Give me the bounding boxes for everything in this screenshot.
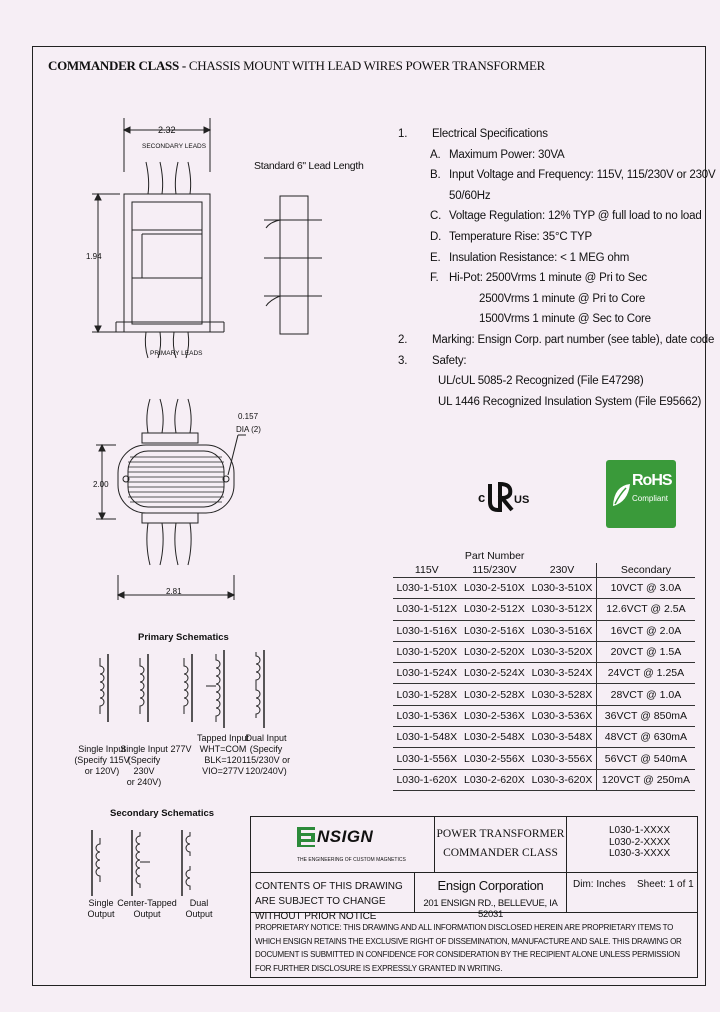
height-dimension-bottom: 2.00: [93, 480, 109, 489]
table-row: L030-1-510X L030-2-510X L030-3-510X 10VCT @ 3.0A: [393, 578, 695, 599]
primary-schematics-title: Primary Schematics: [138, 632, 229, 643]
schematic-277: 277V: [170, 744, 192, 754]
ul-recognized-logo: c US: [474, 480, 534, 516]
schematic-single-output: Single Output: [87, 898, 115, 919]
part-number-table: [393, 549, 695, 791]
table-header: 115V: [393, 563, 461, 578]
lead-length-label: Standard 6" Lead Length: [254, 160, 364, 172]
table-row: L030-1-516X L030-2-516X L030-3-516X 16VCT @ 2.0A: [393, 620, 695, 641]
primary-leads-label: PRIMARY LEADS: [150, 350, 203, 357]
schematic-dual: Dual Input (Specify 115/230V or 120/240V): [241, 733, 291, 776]
ensign-logo-sub: THE ENGINEERING OF CUSTOM MAGNETICS: [297, 857, 406, 863]
schematic-center-tapped-output: Center-Tapped Output: [117, 898, 177, 919]
page-title: COMMANDER CLASS - CHASSIS MOUNT WITH LEAD WIRES POWER TRANSFORMER: [48, 58, 546, 73]
front-view-drawing: [80, 110, 340, 360]
table-caption: Part Number: [464, 550, 525, 562]
height-dimension: 1.94: [86, 252, 102, 261]
ensign-logo-text: NSIGN: [317, 827, 374, 846]
secondary-schematic-drawings: [86, 826, 226, 906]
rohs-logo: RoHS Compliant: [606, 460, 676, 528]
width-dimension-bottom: 2.81: [166, 587, 182, 596]
table-header: 230V: [528, 563, 596, 578]
table-row: L030-1-520X L030-2-520X L030-3-520X 20VCT @ 1.5A: [393, 641, 695, 662]
proprietary-notice: PROPRIETARY NOTICE: THIS DRAWING AND ALL INFORMATION DISCLOSED HEREIN ARE PROPRIETARY ITEMS TO WHICH ENSIGN RETAINS THE EXCLUSIVE RIGHT OF DISSEMINATION, MANUFACTURE AND SALE. THIS DRAWING OR DOCUMENT IS SUBMITTED IN CONFIDENCE FOR CONSIDERATION BY THE RECIPIENT ALONE UNLESS PERMISSION FOR FURTHER DISCLOSURE IS EXPRESSLY GRANTED IN WRITING.: [255, 923, 682, 973]
bottom-view-drawing: [90, 395, 260, 610]
secondary-leads-label: SECONDARY LEADS: [142, 143, 207, 150]
table-row: L030-1-620X L030-2-620X L030-3-620X 120VCT @ 250mA: [393, 769, 695, 790]
sheet-info-cell: Dim: Inches Sheet: 1 of 1: [567, 873, 697, 913]
schematic-tapped: Tapped Input WHT=COM BLK=120 VIO=277V: [196, 733, 250, 776]
product-name-cell: POWER TRANSFORMER COMMANDER CLASS: [435, 817, 567, 873]
table-row: L030-1-524X L030-2-524X L030-3-524X 24VCT @ 1.25A: [393, 663, 695, 684]
ensign-logo-cell: [251, 817, 435, 873]
part-numbers-cell: L030-1-XXXX L030-2-XXXX L030-3-XXXX: [567, 817, 697, 873]
width-dimension-top: 2.32: [158, 125, 176, 135]
electrical-specifications: 1. Electrical Specifications A. Maximum Power: 30VA B. Input Voltage and Frequency: 115V, 115/230V or 230V 50/60Hz C. Voltage Regulation: 12% TYP @ full load to no load D. Temperature Rise: 35°C TYP E. Insulation Resistance: < 1 MEG ohm F. Hi-Pot: 2500Vrms 1 minute @ Pri to Sec 2500Vrms 1 minute @ Pri to Core 1500Vrms 1 minute @ Sec to Core 2. Marking: Ensign Corp. part number (see table), date code 3. Safety: UL/cUL 5085-2 Recognized (File E47298) UL 1446 Recognized Insulation System (File E95662): [398, 128, 716, 408]
hole-dimension: 0.157: [238, 412, 259, 421]
table-row: L030-1-536X L030-2-536X L030-3-536X 36VCT @ 850mA: [393, 705, 695, 726]
table-row: L030-1-512X L030-2-512X L030-3-512X 12.6VCT @ 2.5A: [393, 599, 695, 620]
table-row: L030-1-548X L030-2-548X L030-3-548X 48VCT @ 630mA: [393, 727, 695, 748]
schematic-single-230: Single Input (Specify 230V or 240V): [120, 744, 168, 787]
ensign-e-icon: [297, 827, 315, 847]
company-cell: Ensign Corporation 201 ENSIGN RD., BELLEVUE, IA 52031: [415, 873, 567, 913]
table-row: L030-1-556X L030-2-556X L030-3-556X 56VCT @ 540mA: [393, 748, 695, 769]
hole-dia-label: DIA (2): [236, 425, 261, 434]
schematic-dual-output: Dual Output: [185, 898, 213, 919]
table-header: 115/230V: [461, 563, 529, 578]
primary-schematic-drawings: [78, 648, 278, 738]
title-block: [250, 816, 698, 978]
secondary-schematics-title: Secondary Schematics: [110, 808, 215, 819]
table-header: Secondary: [596, 563, 695, 578]
schematic-single-115: Single Input (Specify 115V or 120V): [74, 744, 130, 776]
notice-cell: CONTENTS OF THIS DRAWING ARE SUBJECT TO CHANGE WITHOUT PRIOR NOTICE: [251, 873, 415, 913]
table-row: L030-1-528X L030-2-528X L030-3-528X 28VCT @ 1.0A: [393, 684, 695, 705]
